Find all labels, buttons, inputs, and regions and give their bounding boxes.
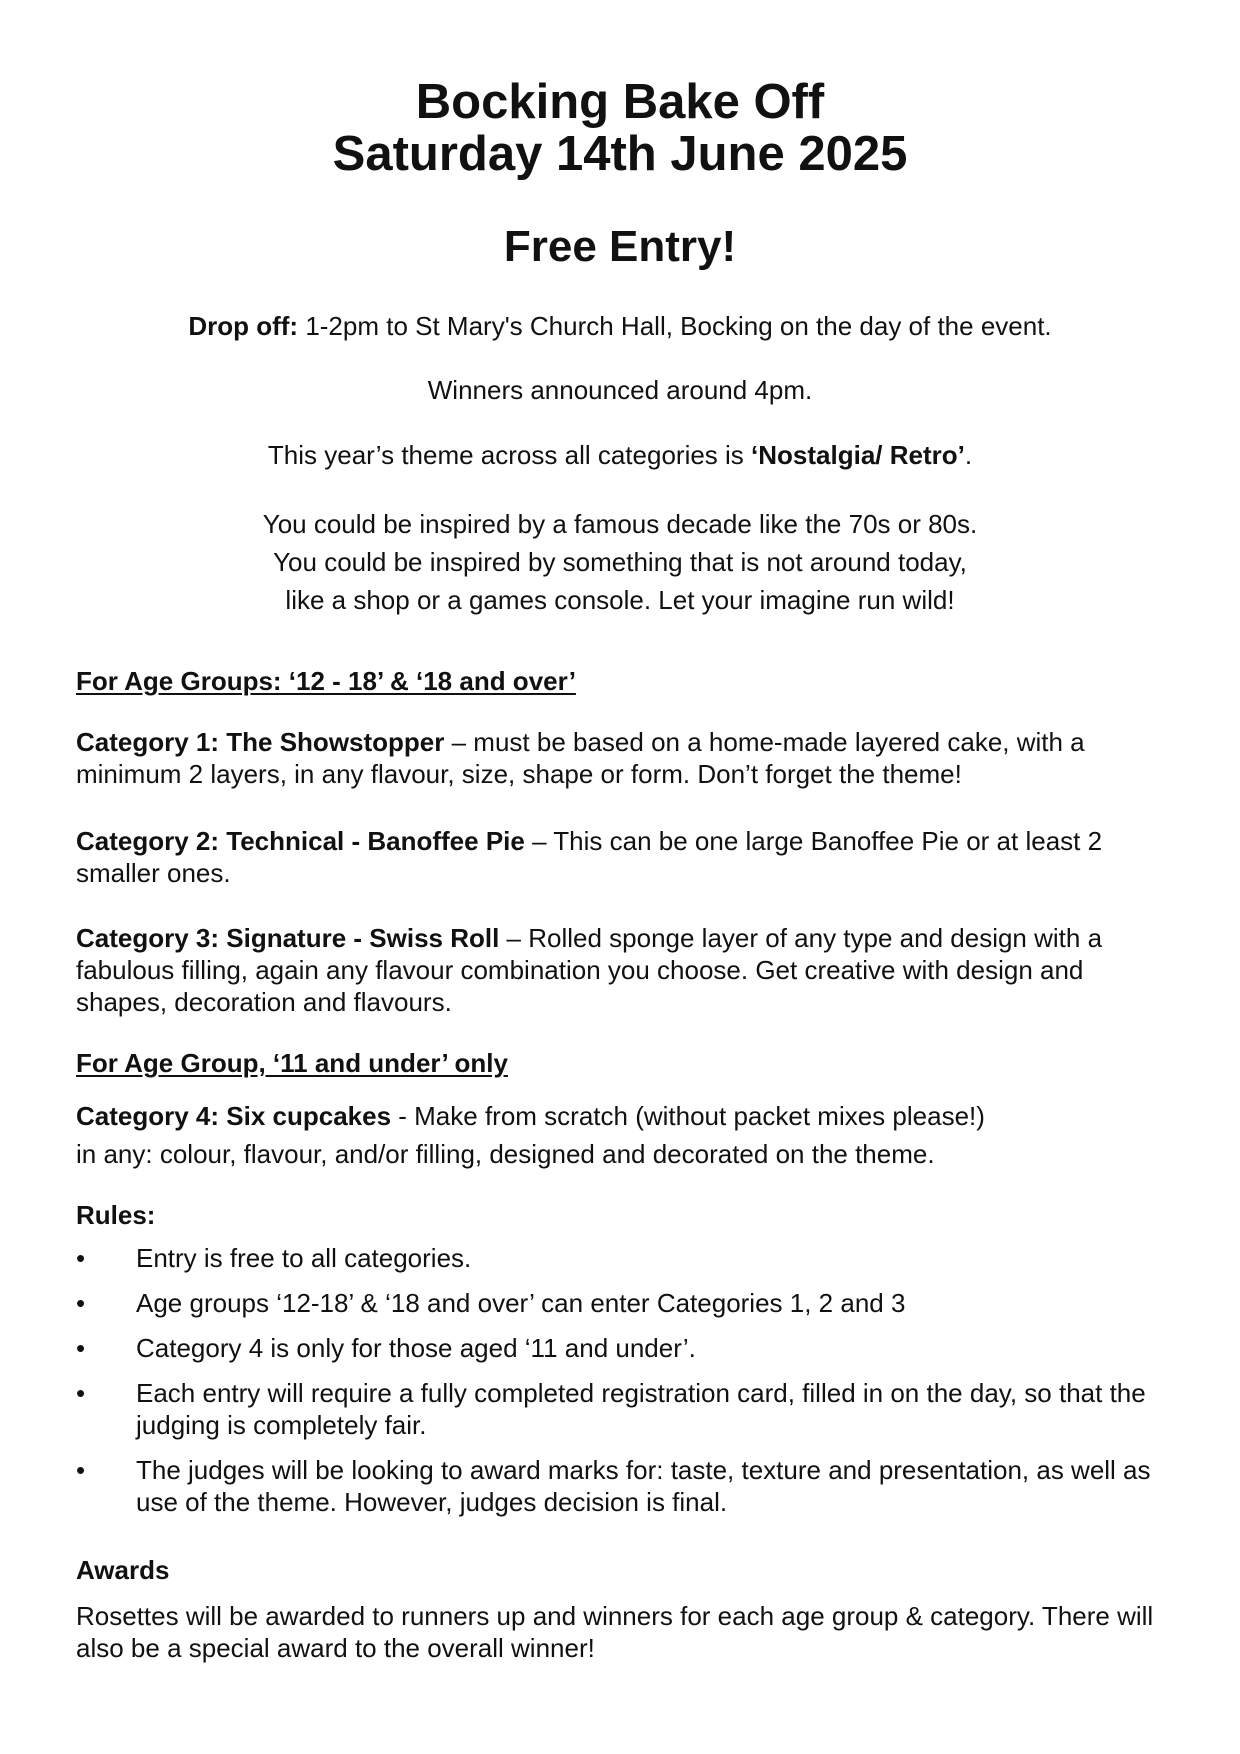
rule-text: Category 4 is only for those aged ‘11 and under’. [136, 1333, 696, 1363]
drop-off-label: Drop off: [188, 311, 299, 341]
category-3-title: Category 3: Signature - Swiss Roll [76, 923, 500, 953]
rule-item [76, 1242, 1176, 1274]
category-4-line-1: - Make from scratch (without packet mixes please!) [391, 1101, 985, 1131]
awards-heading: Awards [76, 1555, 170, 1585]
category-3-description: – Rolled sponge layer of any type and design with a fabulous filling, again any flavour combination you choose. Get creative with design and shapes, decoration and flavours. [76, 923, 1103, 1017]
category-2 [76, 825, 1176, 889]
title-event-date: Saturday 14th June 2025 [332, 127, 908, 181]
category-1 [76, 726, 1176, 790]
category-4-line-2: in any: colour, flavour, and/or filling, designed and decorated on the theme. [76, 1139, 935, 1169]
drop-off-info [0, 307, 1240, 345]
winners-announcement: Winners announced around 4pm. [427, 375, 813, 405]
theme-statement [0, 436, 1240, 474]
theme-suffix: . [964, 440, 973, 470]
younger-age-group-heading: For Age Group, ‘11 and under’ only [76, 1048, 508, 1078]
bullet-icon: • [76, 1378, 86, 1408]
inspiration-line-3: like a shop or a games console. Let your imagine run wild! [285, 585, 955, 615]
bullet-icon: • [76, 1243, 86, 1273]
drop-off-text: 1-2pm to St Mary's Church Hall, Bocking on the day of the event. [298, 311, 1052, 341]
title-event-name: Bocking Bake Off [415, 75, 825, 129]
category-1-title: Category 1: The Showstopper [76, 727, 445, 757]
rule-item [76, 1332, 1176, 1364]
category-4-title: Category 4: Six cupcakes [76, 1101, 392, 1131]
inspiration-text [0, 505, 1240, 619]
bullet-icon: • [76, 1288, 86, 1318]
awards-text: Rosettes will be awarded to runners up and winners for each age group & category. There will also be a special award to the overall winner! [76, 1601, 1154, 1663]
rule-item [76, 1377, 1176, 1441]
rules-heading: Rules: [76, 1200, 156, 1230]
bullet-icon: • [76, 1333, 86, 1363]
inspiration-line-1: You could be inspired by a famous decade like the 70s or 80s. [262, 509, 978, 539]
theme-prefix: This year’s theme across all categories is [267, 440, 752, 470]
rule-text: Each entry will require a fully completed registration card, filled in on the day, so that the judging is completely fair. [136, 1378, 1146, 1440]
theme-name: ‘Nostalgia/ Retro’ [751, 440, 965, 470]
free-entry-heading: Free Entry! [503, 222, 737, 271]
rule-item [76, 1287, 1176, 1319]
rule-text: Age groups ‘12-18’ & ‘18 and over’ can enter Categories 1, 2 and 3 [136, 1288, 906, 1318]
bullet-icon: • [76, 1455, 86, 1485]
rule-text: The judges will be looking to award marks for: taste, texture and presentation, as well as use of the theme. However, judges decision is final. [136, 1455, 1151, 1517]
page-title [0, 76, 1240, 180]
inspiration-line-2: You could be inspired by something that is not around today, [273, 547, 967, 577]
rule-text: Entry is free to all categories. [136, 1243, 472, 1273]
category-3 [76, 922, 1176, 1018]
rules-list [76, 1242, 1176, 1531]
category-2-description: – This can be one large Banoffee Pie or at least 2 smaller ones. [76, 826, 1103, 888]
older-age-groups-heading: For Age Groups: ‘12 - 18’ & ‘18 and over’ [76, 666, 576, 696]
category-1-description: – must be based on a home-made layered cake, with a minimum 2 layers, in any flavour, size, shape or form. Don’t forget the theme! [76, 727, 1085, 789]
rule-item [76, 1454, 1176, 1518]
category-2-title: Category 2: Technical - Banoffee Pie [76, 826, 525, 856]
category-4 [76, 1097, 1176, 1173]
